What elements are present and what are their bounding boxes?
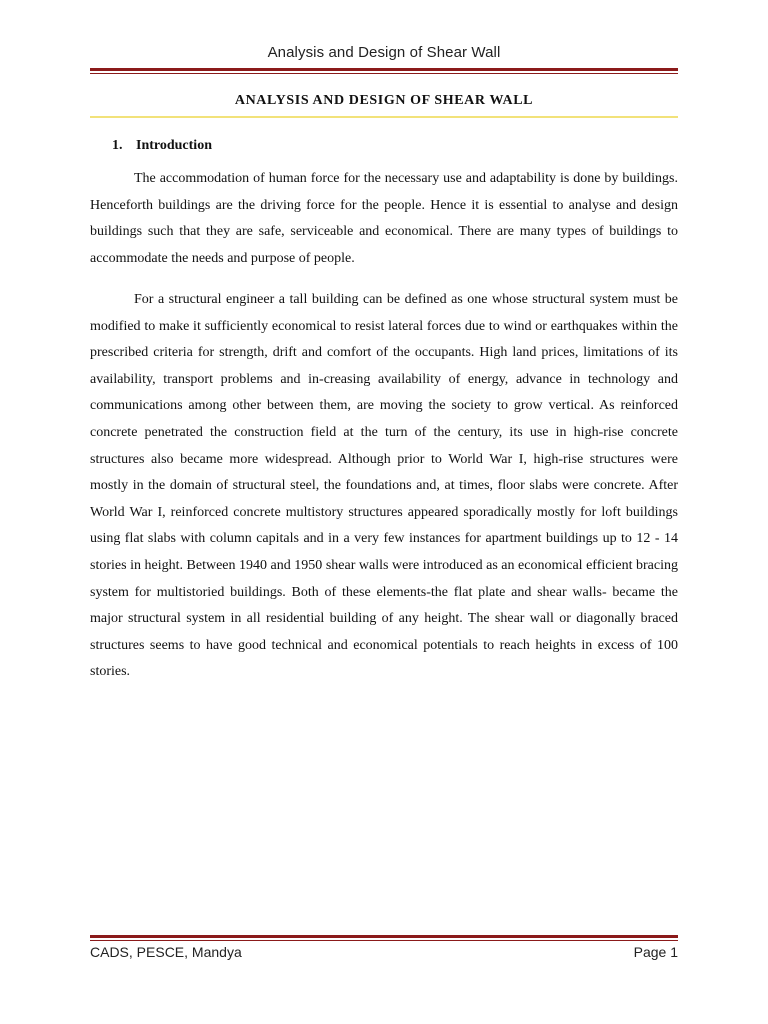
header-rule-thick (90, 68, 678, 71)
paragraph-2: For a structural engineer a tall building can be defined as one whose structural system must be modified to make it sufficiently economical to resist lateral forces due to wind or earthquakes within the prescribed criteria for strength, drift and comfort of the occupants. High land prices, limitations of its availability, transport problems and in-creasing availability of energy, advance in technology and communications among other between them, are moving the society to grow vertical. As reinforced concrete penetrated the construction field at the turn of the century, its use in high-rise concrete structures also became more widespread. Although prior to World War I, high-rise structures were mostly in the domain of structural steel, the foundations and, at times, floor slabs were concrete. After World War I, reinforced concrete multistory structures appeared sporadically mostly for loft buildings using flat slabs with column capitals and in a very few instances for apartment buildings up to 12 - 14 stories in height. Between 1940 and 1950 shear walls were introduced as an economical efficient bracing system for multistoried buildings. Both of these elements-the flat plate and shear walls- became the major structural system in all residential building of any height. The shear wall or diagonally braced structures seems to have good technical and economical potentials to reach heights in excess of 100 stories. (90, 292, 678, 680)
document-title: ANALYSIS AND DESIGN OF SHEAR WALL (234, 93, 534, 108)
footer-rule-thick (90, 935, 678, 938)
section-number: 1. (112, 138, 123, 153)
title-underline (90, 116, 678, 118)
section-heading (112, 138, 212, 154)
paragraph-1: The accommodation of human force for the necessary use and adaptability is done by buildings. Henceforth buildings are the driving force for the people. Hence it is essential to analyse and design buildings such that they are safe, serviceable and economical. There are many types of buildings to accommodate the needs and purpose of people. (90, 171, 678, 266)
page-number: Page 1 (633, 944, 678, 960)
header-rule-thin (90, 73, 678, 74)
footer-rule-thin (90, 940, 678, 941)
running-header: Analysis and Design of Shear Wall (267, 44, 501, 61)
footer-institution: CADS, PESCE, Mandya (90, 944, 242, 960)
section-title: Introduction (136, 138, 212, 153)
